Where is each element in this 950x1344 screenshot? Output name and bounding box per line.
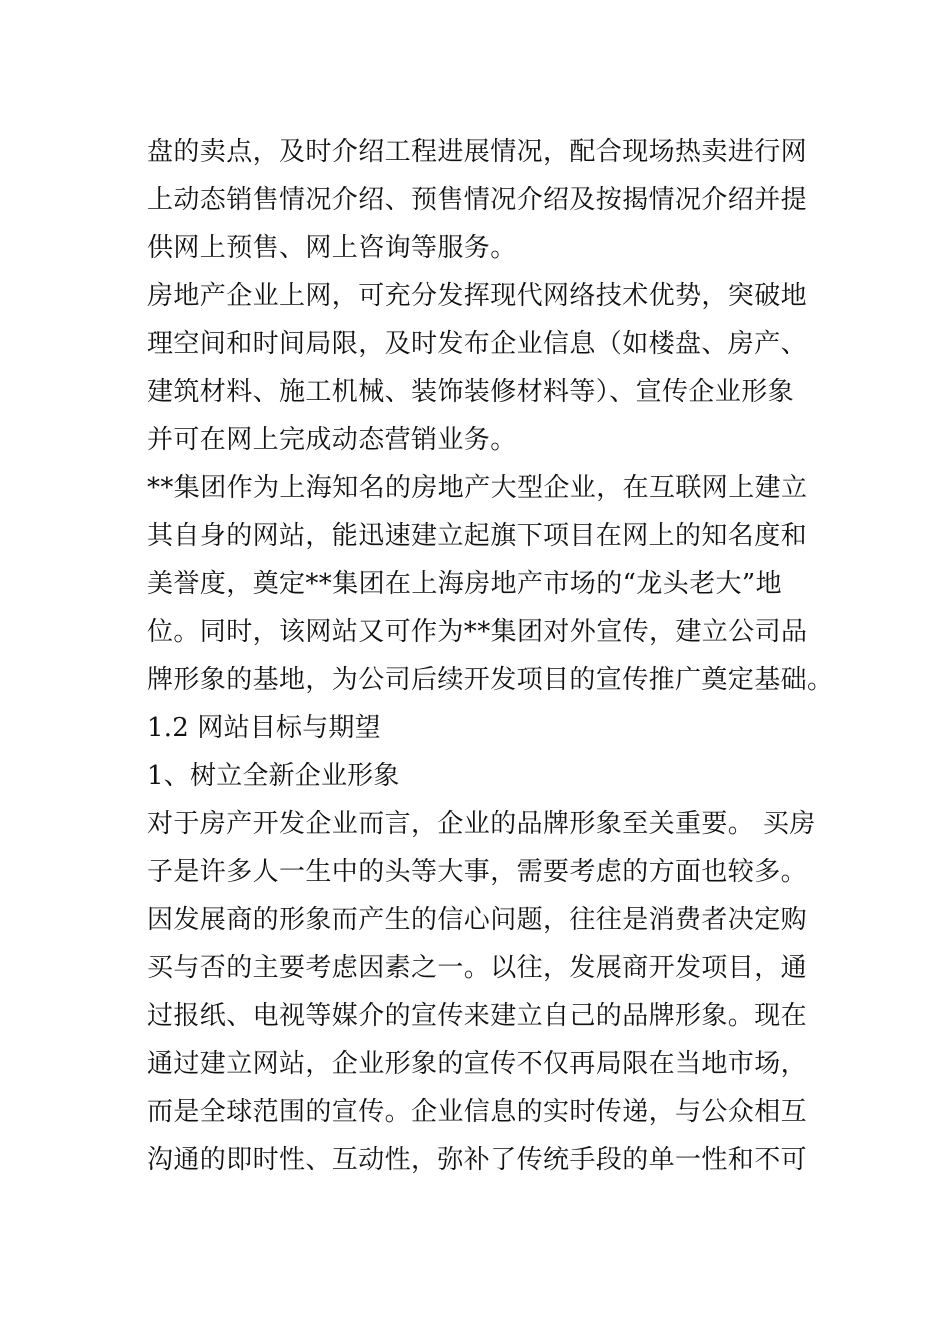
text-line: 位。同时，该网站又可作为**集团对外宣传，建立公司品 [147,617,808,647]
text-line: 美誉度，奠定**集团在上海房地产市场的“龙头老大”地 [147,569,782,599]
text-line: 盘的卖点，及时介绍工程进展情况，配合现场热卖进行网 [147,137,808,167]
text-line: 对于房产开发企业而言，企业的品牌形象至关重要。 买房 [147,809,816,839]
text-line: 建筑材料、施工机械、装饰装修材料等）、宣传企业形象 [147,377,795,407]
text-line: 房地产企业上网，可充分发挥现代网络技术优势，突破地 [147,281,808,311]
text-line: 而是全球范围的宣传。企业信息的实时传递，与公众相互 [147,1097,808,1127]
text-line: 供网上预售、网上咨询等服务。 [147,233,517,263]
document-body [147,128,834,1184]
text-line: 因发展商的形象而产生的信心问题，往往是消费者决定购 [147,905,808,935]
text-line: 并可在网上完成动态营销业务。 [147,425,517,455]
section-heading: 1.2 网站目标与期望 [147,713,381,743]
text-line: 子是许多人一生中的头等大事，需要考虑的方面也较多。 [147,857,808,887]
text-line: 通过建立网站，企业形象的宣传不仅再局限在当地市场， [147,1049,808,1079]
text-line: 沟通的即时性、互动性，弥补了传统手段的单一性和不可 [147,1145,808,1175]
subsection-heading: 1、树立全新企业形象 [147,761,400,791]
text-line: 买与否的主要考虑因素之一。以往，发展商开发项目，通 [147,953,808,983]
text-line: 理空间和时间局限，及时发布企业信息（如楼盘、房产、 [147,329,808,359]
text-line: 牌形象的基地，为公司后续开发项目的宣传推广奠定基础。 [147,665,834,695]
text-line: 过报纸、电视等媒介的宣传来建立自己的品牌形象。现在 [147,1001,808,1031]
text-line: 上动态销售情况介绍、预售情况介绍及按揭情况介绍并提 [147,185,808,215]
text-line: 其自身的网站，能迅速建立起旗下项目在网上的知名度和 [147,521,808,551]
text-line: **集团作为上海知名的房地产大型企业，在互联网上建立 [147,473,808,503]
